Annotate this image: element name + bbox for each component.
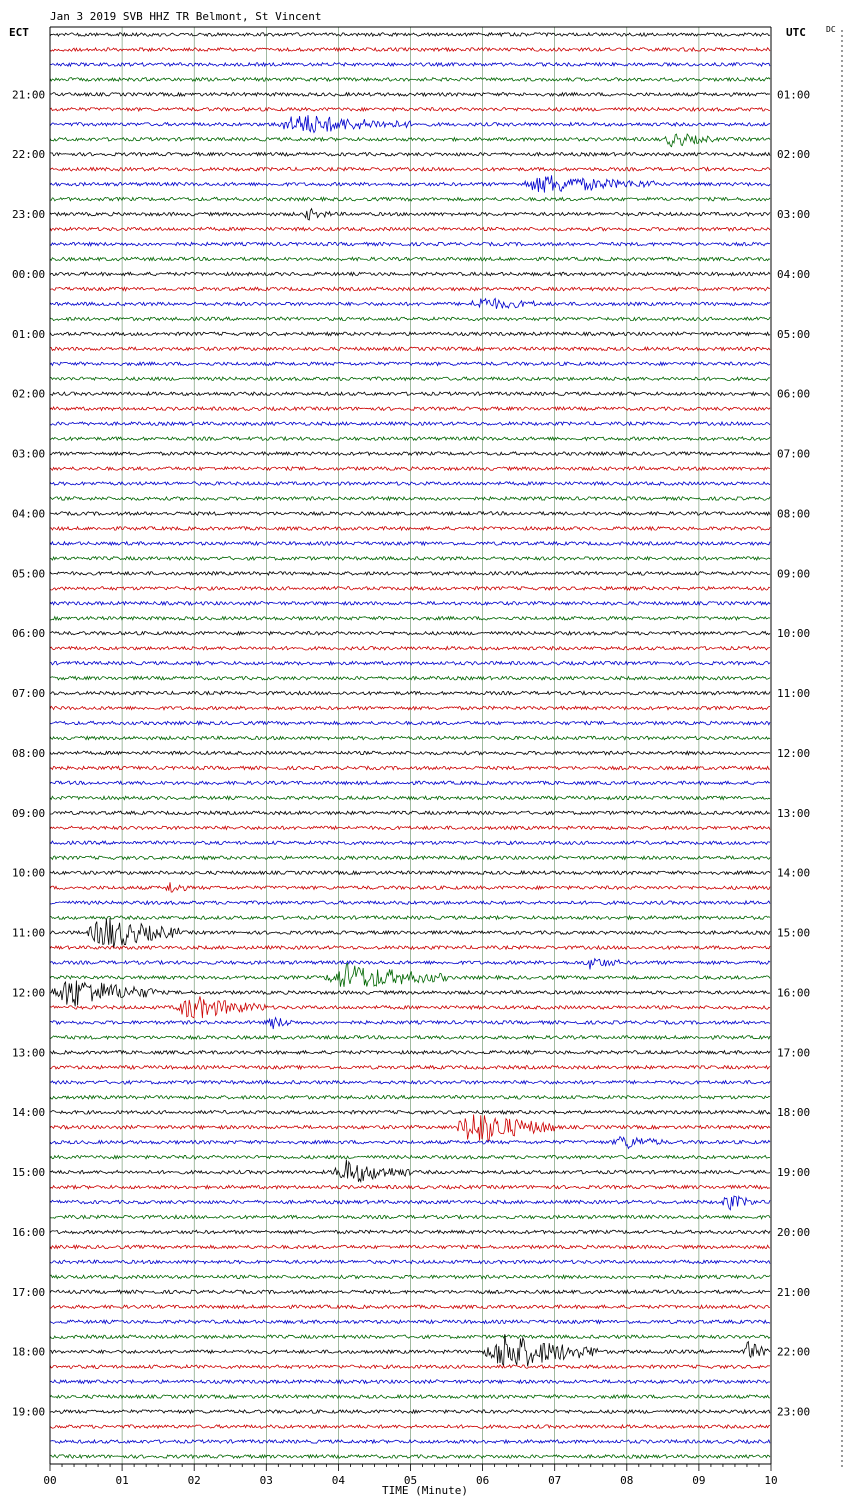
- trace-line: [50, 317, 770, 320]
- trace-line: [50, 918, 770, 948]
- left-hour-label: 15:00: [12, 1166, 46, 1180]
- left-hour-label: 06:00: [12, 627, 46, 641]
- trace-line: [50, 347, 770, 350]
- trace-line: [50, 1096, 770, 1100]
- trace-line: [50, 1155, 770, 1158]
- left-hour-label: 23:00: [12, 208, 46, 222]
- trace-line: [50, 1410, 770, 1413]
- right-hour-label: 01:00: [777, 88, 811, 102]
- trace-line: [50, 676, 770, 680]
- trace-line: [50, 1115, 770, 1141]
- trace-line: [50, 108, 770, 111]
- trace-line: [50, 362, 770, 365]
- x-tick-label: 04: [331, 1474, 346, 1487]
- trace-line: [50, 287, 770, 290]
- left-hour-label: 05:00: [12, 567, 46, 581]
- trace-line: [50, 946, 770, 950]
- trace-line: [50, 811, 770, 815]
- right-hour-label: 22:00: [777, 1345, 811, 1359]
- left-hour-label: 03:00: [12, 447, 46, 461]
- trace-line: [50, 377, 770, 380]
- left-hour-label: 21:00: [12, 88, 46, 102]
- trace-line: [50, 706, 770, 710]
- left-hour-label: 12:00: [12, 986, 46, 1000]
- trace-line: [50, 602, 770, 605]
- trace-line: [50, 856, 770, 860]
- trace-line: [50, 1275, 770, 1279]
- right-hour-label: 07:00: [777, 447, 811, 461]
- right-hour-label: 16:00: [777, 986, 811, 1000]
- trace-line: [50, 631, 770, 634]
- left-hour-label: 13:00: [12, 1046, 46, 1060]
- right-hour-label: 12:00: [777, 746, 811, 760]
- trace-line: [50, 796, 770, 799]
- trace-line: [50, 1066, 770, 1070]
- right-hour-label: 14:00: [777, 866, 811, 880]
- trace-line: [50, 48, 770, 52]
- trace-line: [50, 1081, 770, 1084]
- x-tick-label: 09: [692, 1474, 706, 1487]
- trace-line: [50, 572, 770, 576]
- trace-line: [50, 1196, 770, 1210]
- left-hour-label: 09:00: [12, 806, 46, 820]
- trace-line: [50, 167, 770, 170]
- corner-label: DC: [826, 25, 836, 34]
- trace-line: [50, 646, 770, 649]
- trace-line: [50, 272, 770, 276]
- trace-line: [50, 257, 770, 261]
- trace-line: [50, 1290, 770, 1293]
- trace-line: [50, 882, 770, 892]
- right-hour-label: 18:00: [777, 1106, 811, 1120]
- trace-line: [50, 527, 770, 531]
- trace-line: [50, 751, 770, 755]
- trace-line: [50, 1320, 770, 1324]
- trace-line: [50, 1455, 770, 1459]
- left-hour-label: 16:00: [12, 1225, 46, 1239]
- trace-line: [50, 871, 770, 874]
- right-hour-label: 20:00: [777, 1225, 811, 1239]
- right-hour-label: 15:00: [777, 926, 811, 940]
- trace-line: [50, 1018, 770, 1029]
- trace-line: [50, 175, 770, 192]
- x-tick-label: 07: [548, 1474, 562, 1487]
- right-hour-label: 11:00: [777, 687, 811, 701]
- trace-line: [50, 78, 770, 82]
- left-hour-label: 01:00: [12, 327, 46, 341]
- trace-line: [50, 482, 770, 485]
- right-hour-label: 05:00: [777, 327, 811, 341]
- x-tick-label: 06: [475, 1474, 490, 1487]
- trace-line: [50, 826, 770, 829]
- trace-line: [50, 1160, 770, 1182]
- trace-line: [50, 916, 770, 919]
- trace-line: [50, 841, 770, 845]
- left-hour-label: 08:00: [12, 746, 46, 760]
- trace-line: [50, 242, 770, 245]
- trace-line: [50, 1245, 770, 1249]
- left-hour-label: 22:00: [12, 148, 46, 162]
- right-hour-label: 04:00: [777, 267, 811, 281]
- trace-line: [50, 542, 770, 545]
- trace-line: [50, 959, 770, 970]
- trace-line: [50, 691, 770, 695]
- x-tick-label: 01: [115, 1474, 129, 1487]
- trace-line: [50, 407, 770, 411]
- left-hour-label: 14:00: [12, 1106, 46, 1120]
- left-hour-label: 10:00: [12, 866, 46, 880]
- x-axis-label: TIME (Minute): [381, 1484, 469, 1497]
- trace-line: [50, 981, 770, 1007]
- trace-line: [50, 512, 770, 515]
- right-axis-label: UTC: [786, 26, 806, 39]
- trace-line: [50, 63, 770, 66]
- trace-line: [50, 1260, 770, 1263]
- trace-line: [50, 661, 770, 665]
- trace-line: [50, 736, 770, 739]
- trace-line: [50, 392, 770, 395]
- x-tick-label: 08: [620, 1474, 634, 1487]
- trace-line: [50, 766, 770, 769]
- trace-layer: [50, 33, 770, 1459]
- trace-line: [50, 437, 770, 440]
- trace-line: [50, 781, 770, 785]
- trace-line: [50, 1335, 770, 1338]
- left-hour-label: 11:00: [12, 926, 46, 940]
- right-hour-label: 10:00: [777, 627, 811, 641]
- trace-line: [50, 497, 770, 500]
- trace-line: [50, 197, 770, 201]
- trace-line: [50, 1137, 770, 1149]
- trace-line: [50, 227, 770, 230]
- chart-title: Jan 3 2019 SVB HHZ TR Belmont, St Vincent: [50, 10, 322, 23]
- left-hour-label: 00:00: [12, 267, 46, 281]
- trace-line: [50, 996, 770, 1018]
- trace-line: [50, 901, 770, 904]
- trace-line: [50, 721, 770, 724]
- trace-line: [50, 298, 770, 308]
- trace-line: [50, 93, 770, 96]
- x-tick-label: 10: [764, 1474, 778, 1487]
- trace-line: [50, 1365, 770, 1369]
- trace-line: [50, 1110, 770, 1114]
- trace-line: [50, 152, 770, 155]
- x-tick-label: 00: [43, 1474, 57, 1487]
- right-hour-label: 03:00: [777, 208, 811, 222]
- trace-line: [50, 617, 770, 620]
- label-layer: [12, 88, 810, 1418]
- x-tick-label: 02: [187, 1474, 201, 1487]
- trace-line: [50, 115, 770, 132]
- right-hour-label: 21:00: [777, 1285, 811, 1299]
- trace-line: [50, 134, 770, 147]
- trace-line: [50, 1380, 770, 1384]
- trace-line: [50, 963, 770, 986]
- trace-line: [50, 1230, 770, 1233]
- trace-line: [50, 332, 770, 336]
- trace-line: [50, 1036, 770, 1039]
- x-tick-label: 03: [259, 1474, 273, 1487]
- trace-line: [50, 1395, 770, 1398]
- trace-line: [50, 209, 770, 220]
- left-hour-label: 02:00: [12, 387, 46, 401]
- right-hour-label: 02:00: [777, 148, 811, 162]
- left-hour-label: 19:00: [12, 1405, 46, 1419]
- trace-line: [50, 1440, 770, 1444]
- trace-line: [50, 1425, 770, 1429]
- trace-line: [50, 1051, 770, 1055]
- right-hour-label: 08:00: [777, 507, 811, 521]
- left-hour-label: 07:00: [12, 687, 46, 701]
- trace-line: [50, 1185, 770, 1189]
- right-hour-label: 23:00: [777, 1405, 811, 1419]
- trace-line: [50, 422, 770, 426]
- right-hour-label: 19:00: [777, 1166, 811, 1180]
- left-hour-label: 04:00: [12, 507, 46, 521]
- x-tick-label: 05: [403, 1474, 418, 1487]
- left-hour-label: 18:00: [12, 1345, 46, 1359]
- left-hour-label: 17:00: [12, 1285, 46, 1299]
- trace-line: [50, 1334, 770, 1366]
- trace-line: [50, 587, 770, 591]
- axis-layer: [43, 27, 842, 1487]
- trace-line: [50, 467, 770, 471]
- trace-line: [50, 33, 770, 36]
- trace-line: [50, 557, 770, 560]
- left-axis-label: ECT: [9, 26, 29, 39]
- right-hour-label: 09:00: [777, 567, 811, 581]
- right-hour-label: 06:00: [777, 387, 811, 401]
- trace-line: [50, 1215, 770, 1219]
- trace-line: [50, 452, 770, 455]
- trace-line: [50, 1305, 770, 1309]
- right-hour-label: 13:00: [777, 806, 811, 820]
- right-hour-label: 17:00: [777, 1046, 811, 1060]
